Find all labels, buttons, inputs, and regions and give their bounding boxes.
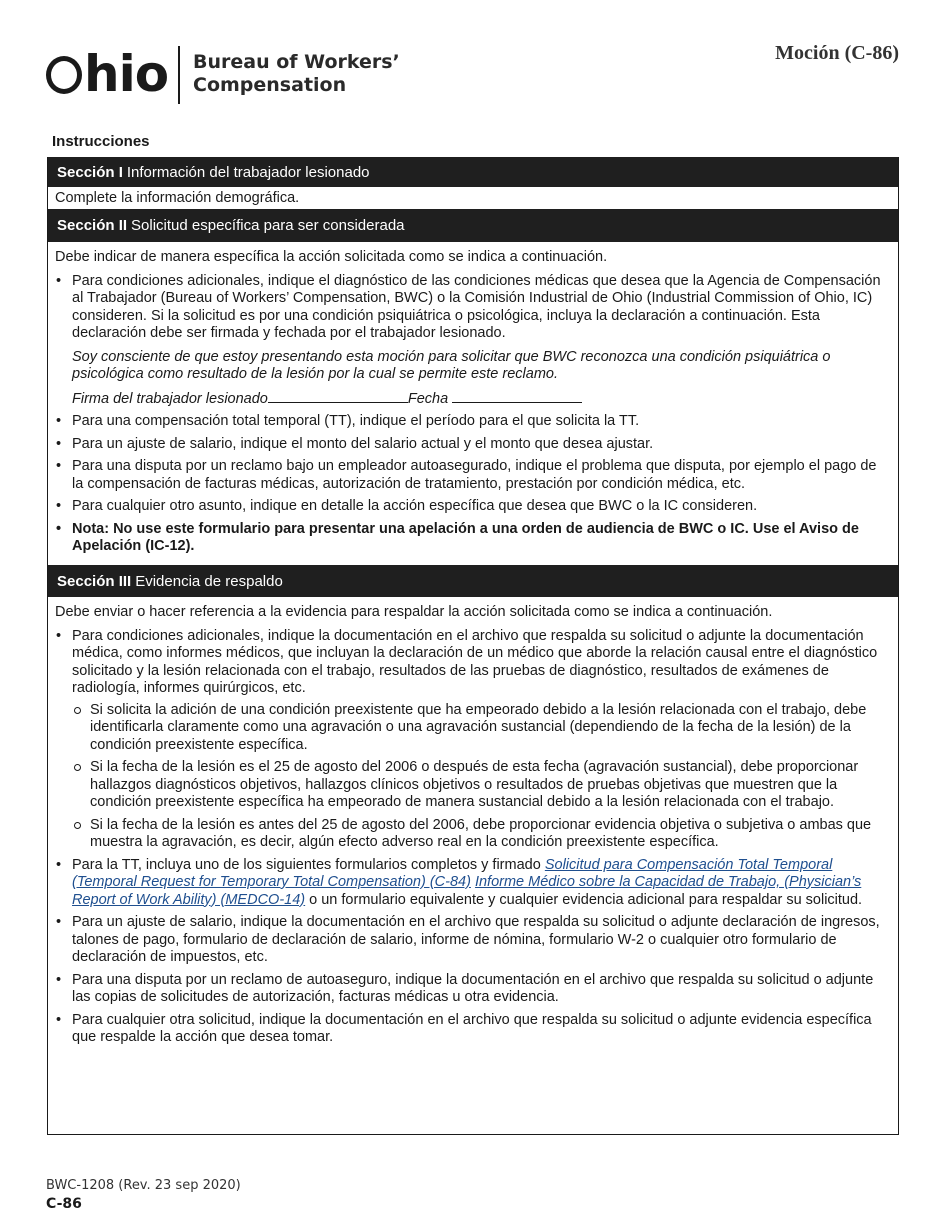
medco14-form-link[interactable]: Informe Médico sobre la Capacidad de Trabajo, (Physician’s Report of Work Ability) (MEDCO-14) [72, 874, 862, 908]
agency-name [193, 51, 400, 97]
sub-list-item: Si la fecha de la lesión es antes del 25 de agosto del 2006, debe proporcionar evidencia objetiva o subjetiva o ambas que muestra la agravación, es decir, algún efecto adverso real en la condición preexistente específica. [72, 817, 887, 852]
section2-intro: Debe indicar de manera específica la acción solicitada como se indica a continuación. [55, 249, 608, 265]
form-code: C-86 [46, 1196, 82, 1212]
signature-blank [268, 388, 408, 403]
form-title: Moción (C-86) [775, 42, 899, 64]
section3-label: Sección III [57, 572, 132, 590]
tt-suffix: o un formulario equivalente y cualquier evidencia adicional para respaldar su solicitud. [305, 891, 863, 908]
section2-list [48, 273, 891, 556]
ohio-logo [46, 44, 168, 104]
form-revision: BWC-1208 (Rev. 23 sep 2020) [46, 1178, 241, 1193]
logo-divider [178, 46, 180, 104]
section3-sublist [72, 702, 887, 852]
ohio-logo-o-shape [46, 56, 82, 94]
list-item [48, 273, 891, 409]
c84-form-link[interactable]: Solicitud para Compensación Total Temporal (Temporal Request for Temporary Total Compensation) (C-84) [72, 856, 833, 890]
list-item: • Para cualquier otro asunto, indique en detalle la acción específica que desea que BWC o la IC consideren. [48, 498, 891, 516]
list-item [48, 628, 891, 852]
agency-name-line1: Bureau of Workers’ [193, 51, 400, 73]
signature-line [72, 388, 887, 409]
list-item: • Para una disputa por un reclamo bajo un empleador autoasegurado, indique el problema que disputa, por ejemplo el pago de la compensación de facturas médicas, autorización de tratamiento, prestación por condición médica, etc. [48, 458, 891, 493]
section3-header [48, 565, 898, 597]
sub-list-item: Si solicita la adición de una condición preexistente que ha empeorado debido a la lesión relacionada con el trabajo, debe identificarla claramente como una agravación o una agravación sustancial (dependiendo de la fecha de la lesión) de la condición preexistente específica. [72, 702, 887, 755]
section2-note: • Nota: No use este formulario para presentar una apelación a una orden de audiencia de BWC o IC. Use el Aviso de Apelación (IC-12). [48, 521, 891, 556]
section1-text: Complete la información demográfica. [55, 190, 300, 206]
date-label: Fecha [407, 390, 449, 407]
section1-label: Sección I [57, 163, 123, 181]
section3-body [48, 597, 898, 1047]
list-item [48, 857, 891, 910]
declaration-statement: Soy consciente de que estoy presentando esta moción para solicitar que BWC reconozca una condición psiquiátrica o psicológica como resultado de la lesión por la cual se permite este reclamo. [72, 348, 831, 382]
section3-title: Evidencia de respaldo [135, 572, 283, 590]
agency-name-line2: Compensation [193, 74, 347, 96]
section2-header [48, 209, 898, 242]
section2-bullet-additional-conditions: Para condiciones adicionales, indique el diagnóstico de las condiciones médicas que desea que la Agencia de Compensación al Trabajador (Bureau of Workers’ Compensation, BWC) o la Comisión Industrial de Ohio (Industrial Commission of Ohio, IC) consideren. Si la solicitud es por una condición psiquiátrica o psicológica, incluya la declaración a continuación. Esta declaración debe ser firmada y fechada por el trabajador lesionado. [72, 272, 881, 341]
sub-list-item: Si la fecha de la lesión es el 25 de agosto del 2006 o después de esta fecha (agravación sustancial), debe proporcionar hallazgos diagnósticos objetivos, hallazgos clínicos objetivos o resultados de pruebas objetivas que muestren que la condición preexistente específica ha empeorado de manera sustancial debido a la lesión relacionada con el trabajo. [72, 759, 887, 812]
section3-list [48, 628, 891, 1047]
list-item: • Para un ajuste de salario, indique la documentación en el archivo que respalda su solicitud o adjunte declaración de ingresos, talones de pago, formulario de declaración de salario, informe de nómina, formulario W-2 o cualquier otro formulario de declaración de impuestos, etc. [48, 914, 891, 967]
instructions-heading: Instrucciones [52, 133, 150, 150]
section1-header [48, 157, 898, 187]
list-item: • Para cualquier otra solicitud, indique la documentación en el archivo que respalda su solicitud o adjunte evidencia específica que respalde la acción que desea tomar. [48, 1012, 891, 1047]
instructions-box [47, 157, 899, 1135]
section2-title: Solicitud específica para ser considerada [131, 217, 405, 234]
page-header [0, 0, 950, 120]
section2-body [48, 242, 898, 565]
section2-label: Sección II [57, 217, 128, 234]
list-item: • Para una compensación total temporal (TT), indique el período para el que solicita la TT. [48, 413, 891, 431]
list-item: • Para una disputa por un reclamo de autoaseguro, indique la documentación en el archivo que respalda su solicitud o adjunte las copias de solicitudes de autorización, facturas médicas u otra evidencia. [48, 972, 891, 1007]
date-blank [452, 388, 582, 403]
section3-intro: Debe enviar o hacer referencia a la evidencia para respaldar la acción solicitada como se indica a continuación. [55, 604, 773, 620]
section3-bullet-additional-conditions: Para condiciones adicionales, indique la documentación en el archivo que respalda su solicitud o adjunte la documentación médica, como informes médicos, que incluyan la declaración de un médico que aborde la relación causal entre el diagnóstico solicitado y la lesión relacionada con el trabajo, resultados de las pruebas de diagnóstico, resultados de exámenes de radiología, informes quirúrgicos, etc. [72, 627, 878, 696]
tt-prefix: Para la TT, incluya uno de los siguientes formularios completos y firmado [72, 856, 545, 873]
ohio-logo-word: hio [84, 45, 169, 103]
list-item: • Para un ajuste de salario, indique el monto del salario actual y el monto que desea ajustar. [48, 436, 891, 454]
signature-label: Firma del trabajador lesionado [72, 390, 268, 407]
section1-title: Información del trabajador lesionado [126, 163, 370, 181]
